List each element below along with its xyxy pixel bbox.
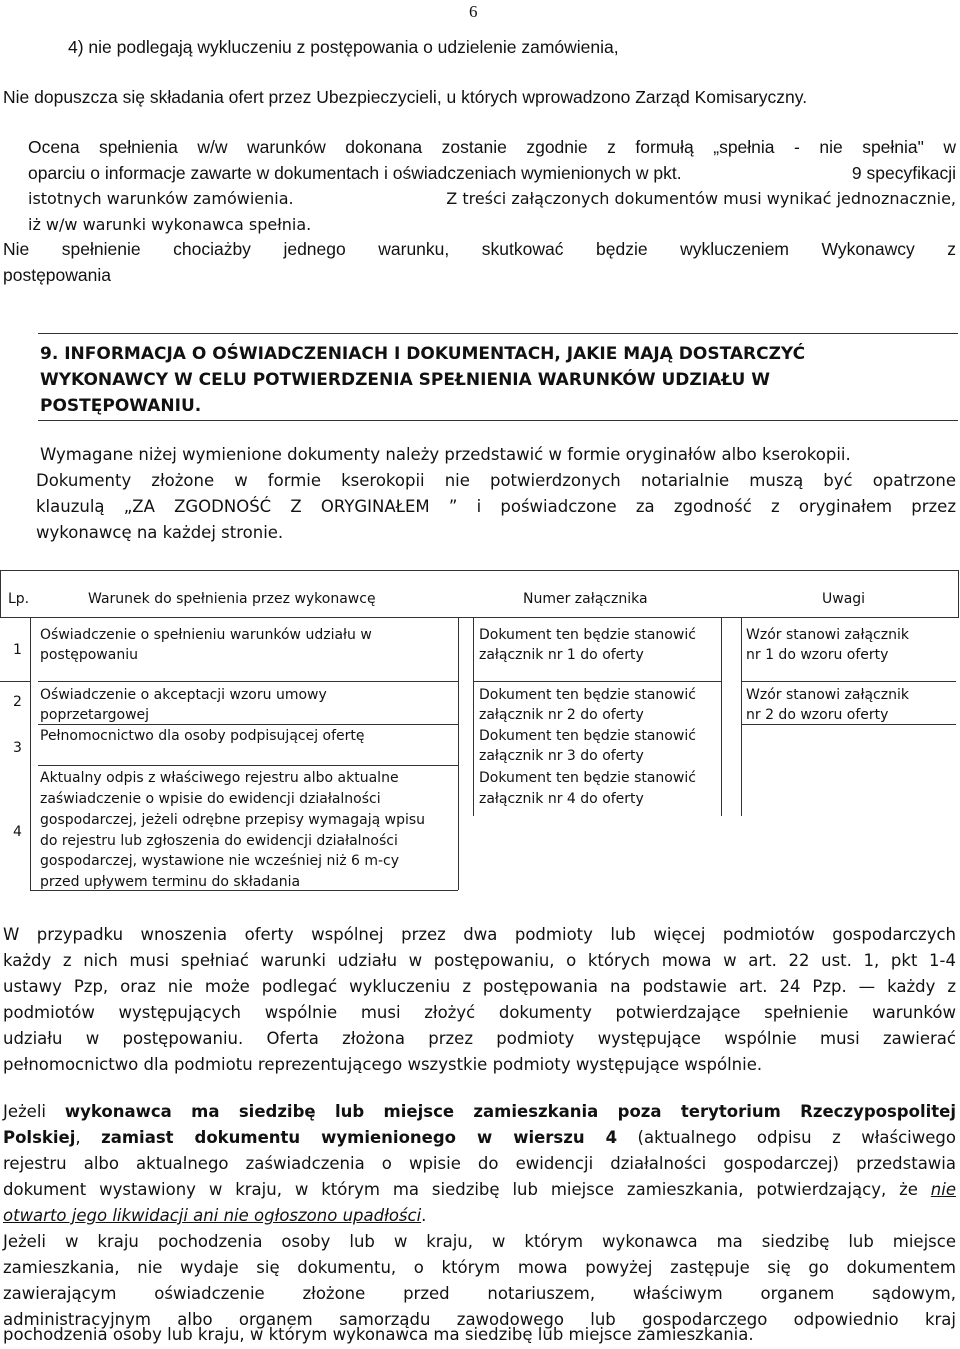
ocena-line-2-a: oparciu o informacje zawarte w dokumentach i oświadczeniach wymienionych w pkt. bbox=[28, 163, 682, 183]
zagranica-line-4-b: nie bbox=[930, 1180, 956, 1199]
row-1-numer-2: załącznik nr 1 do oferty bbox=[479, 647, 644, 663]
zagranica-line-5-b: . bbox=[421, 1206, 427, 1225]
ocena-line-6: postępowania bbox=[3, 265, 111, 285]
section-9-top-rule bbox=[38, 333, 958, 334]
row-3-warunek-1: Pełnomocnictwo dla osoby podpisującej ofertę bbox=[40, 728, 365, 744]
zagranica-line-2-d: (aktualnego odpisu z właściwego bbox=[617, 1128, 956, 1147]
zagranica-line-4 bbox=[3, 1177, 956, 1203]
ocena-line-2 bbox=[28, 160, 956, 186]
wspolna-line-4: podmiotów występujących wspólnie musi złożyć dokumenty potwierdzające spełnienie warunków bbox=[3, 1003, 956, 1022]
ocena-line-1: Ocena spełnienia w/w warunków dokonana zostanie zgodnie z formułą „spełnia - nie spełnia" w bbox=[28, 137, 956, 157]
row-4-numer-2: załącznik nr 4 do oferty bbox=[479, 791, 644, 807]
row-1-rule-lp bbox=[0, 681, 30, 682]
ocena-line-5: Nie spełnienie chociażby jednego warunku, skutkować będzie wykluczeniem Wykonawcy z bbox=[3, 239, 956, 259]
wspolna-line-6: pełnomocnictwo dla podmiotu reprezentującego wszystkie podmioty występujące wspólnie. bbox=[3, 1055, 763, 1074]
row-4-warunek-6: przed upływem terminu do składania bbox=[40, 874, 301, 890]
row-2-warunek-2: poprzetargowej bbox=[40, 707, 150, 723]
col-rule-lp bbox=[30, 618, 31, 890]
zagranica-line-5-a: otwarto jego likwidacji ani nie ogłoszono upadłości bbox=[3, 1206, 422, 1225]
zagranica-line-6: Jeżeli w kraju pochodzenia osoby lub w kraju, w którym wykonawca ma siedzibę lub miejsce bbox=[3, 1232, 956, 1251]
wymagane-line-4: wykonawcę na każdej stronie. bbox=[36, 523, 284, 542]
row-3-numer-1: Dokument ten będzie stanowić bbox=[479, 728, 696, 744]
row-4-warunek-1: Aktualny odpis z właściwego rejestru albo aktualne bbox=[40, 770, 399, 786]
row-4-lp: 4 bbox=[13, 824, 22, 840]
zagranica-line-10: pochodzenia osoby lub kraju, w którym wykonawca ma siedzibę lub miejsce zamieszkania. bbox=[3, 1325, 754, 1344]
zagranica-line-1-b: wykonawca ma siedzibę lub miejsce zamieszkania poza terytorium Rzeczypospolitej bbox=[64, 1102, 956, 1121]
ocena-line-3-b: Z treści załączonych dokumentów musi wynikać jednoznacznie, bbox=[446, 189, 956, 208]
section-9-bottom-rule bbox=[38, 420, 958, 421]
row-4-warunek-5: gospodarczej, wystawione nie wcześniej niż 6 m-cy bbox=[40, 853, 400, 869]
zagranica-line-5 bbox=[3, 1203, 426, 1229]
zagranica-line-2-c: zamiast dokumentu wymienionego w wierszu 4 bbox=[101, 1128, 618, 1147]
wspolna-line-3: ustawy Pzp, oraz nie może podlegać wykluczeniu z postępowania na podstawie art. 24 Pzp. — każdy z bbox=[3, 977, 956, 996]
header-numer: Numer załącznika bbox=[523, 591, 648, 607]
row-1-rule-uwagi bbox=[741, 681, 956, 682]
row-2-numer-2: załącznik nr 2 do oferty bbox=[479, 707, 644, 723]
row-3-rule-warunek bbox=[38, 765, 458, 766]
zagranica-line-2 bbox=[3, 1125, 956, 1151]
row-1-lp: 1 bbox=[13, 642, 22, 658]
page-number: 6 bbox=[469, 2, 478, 21]
row-1-rule-numer bbox=[473, 681, 721, 682]
zagranica-line-8: zawierającym oświadczenie złożone przed notariuszem, właściwym organem sądowym, bbox=[3, 1284, 956, 1303]
row-1-numer-1: Dokument ten będzie stanowić bbox=[479, 627, 696, 643]
section-9-heading-line-1: 9. INFORMACJA O OŚWIADCZENIACH I DOKUMENTACH, JAKIE MAJĄ DOSTARCZYĆ bbox=[40, 344, 806, 364]
row-1-uwagi-1: Wzór stanowi załącznik bbox=[746, 627, 909, 643]
row-2-uwagi-1: Wzór stanowi załącznik bbox=[746, 687, 909, 703]
zagranica-line-4-a: dokument wystawiony w kraju, w którym ma siedzibę lub miejsce zamieszkania, potwierdzający, że bbox=[3, 1180, 931, 1199]
col-rule-numer-right bbox=[721, 618, 722, 816]
wspolna-line-2: każdy z nich musi spełniać warunki udziału w postępowaniu, o których mowa w art. 22 ust. 1, pkt 1-4 bbox=[3, 951, 956, 970]
row-3-lp: 3 bbox=[13, 740, 22, 756]
table-right-border bbox=[958, 570, 959, 618]
wymagane-line-1: Wymagane niżej wymienione dokumenty należy przedstawić w formie oryginałów albo kserokopii. bbox=[40, 445, 851, 464]
table-top-rule bbox=[0, 570, 958, 571]
wspolna-line-5: udziału w postępowaniu. Oferta złożona przez podmioty występujące wspólnie musi zawierać bbox=[3, 1029, 956, 1048]
row-4-warunek-3: gospodarczej, jeżeli odrębne przepisy wymagają wpisu bbox=[40, 812, 426, 828]
item-4-text: 4) nie podlegają wykluczeniu z postępowania o udzielenie zamówienia, bbox=[68, 37, 619, 57]
row-1-warunek-1: Oświadczenie o spełnieniu warunków udziału w bbox=[40, 627, 372, 643]
row-1-rule-warunek bbox=[38, 681, 458, 682]
zagranica-line-1-a: Jeżeli bbox=[3, 1102, 65, 1121]
zagranica-line-9: administracyjnym albo organem samorządu zawodowego lub gospodarczego odpowiednio kraj bbox=[3, 1310, 956, 1329]
row-1-warunek-2: postępowaniu bbox=[40, 647, 138, 663]
row-2-uwagi-2: nr 2 do wzoru oferty bbox=[746, 707, 889, 723]
zagranica-line-1 bbox=[3, 1099, 956, 1125]
col-rule-numer-left bbox=[473, 618, 474, 816]
header-warunek: Warunek do spełnienia przez wykonawcę bbox=[88, 591, 376, 607]
row-4-warunek-2: zaświadczenie o wpisie do ewidencji działalności bbox=[40, 791, 381, 807]
row-4-warunek-4: do rejestru lub zgłoszenia do ewidencji działalności bbox=[40, 833, 398, 849]
row-2-rule-warunek bbox=[38, 724, 458, 725]
row-2-numer-1: Dokument ten będzie stanowić bbox=[479, 687, 696, 703]
zagranica-line-2-a: Polskiej bbox=[3, 1128, 76, 1147]
wymagane-line-2: Dokumenty złożone w formie kserokopii nie potwierdzonych notarialnie muszą być opatrzone bbox=[36, 471, 956, 490]
table-left-border bbox=[0, 570, 1, 618]
zagranica-line-2-b: , bbox=[75, 1128, 102, 1147]
row-4-numer-1: Dokument ten będzie stanowić bbox=[479, 770, 696, 786]
row-2-rule-uwagi bbox=[741, 724, 956, 725]
ubezpieczyciele-text: Nie dopuszcza się składania ofert przez Ubezpieczycieli, u których wprowadzono Zarząd Komisaryczny. bbox=[3, 87, 808, 107]
wymagane-line-3: klauzulą „ZA ZGODNOŚĆ Z ORYGINAŁEM ” i poświadczone za zgodność z oryginałem przez bbox=[36, 497, 956, 516]
row-2-lp: 2 bbox=[13, 694, 22, 710]
header-lp: Lp. bbox=[8, 591, 30, 607]
table-bottom-rule bbox=[30, 890, 458, 891]
row-1-uwagi-2: nr 1 do wzoru oferty bbox=[746, 647, 889, 663]
ocena-line-4: iż w/w warunki wykonawca spełnia. bbox=[28, 215, 312, 234]
ocena-line-3 bbox=[28, 188, 956, 210]
col-rule-warunek bbox=[458, 618, 459, 890]
section-9-heading-line-2: WYKONAWCY W CELU POTWIERDZENIA SPEŁNIENIA WARUNKÓW UDZIAŁU W bbox=[40, 370, 771, 390]
ocena-line-3-a: istotnych warunków zamówienia. bbox=[28, 189, 294, 208]
ocena-line-2-b: 9 specyfikacji bbox=[851, 163, 956, 183]
col-rule-uwagi-left bbox=[741, 618, 742, 816]
row-2-warunek-1: Oświadczenie o akceptacji wzoru umowy bbox=[40, 687, 327, 703]
zagranica-line-3: rejestru albo aktualnego zaświadczenia o wpisie do ewidencji działalności gospodarczej) przedstawia bbox=[3, 1154, 956, 1173]
wspolna-line-1: W przypadku wnoszenia oferty wspólnej przez dwa podmioty lub więcej podmiotów gospodarczych bbox=[3, 925, 956, 944]
section-9-heading-line-3: POSTĘPOWANIU. bbox=[40, 396, 202, 416]
table-header-bottom-rule bbox=[0, 617, 958, 618]
header-uwagi: Uwagi bbox=[822, 591, 866, 607]
zagranica-line-7: zamieszkania, nie wydaje się dokumentu, o którym mowa powyżej zastępuje się go dokumentem bbox=[3, 1258, 956, 1277]
row-3-numer-2: załącznik nr 3 do oferty bbox=[479, 748, 644, 764]
